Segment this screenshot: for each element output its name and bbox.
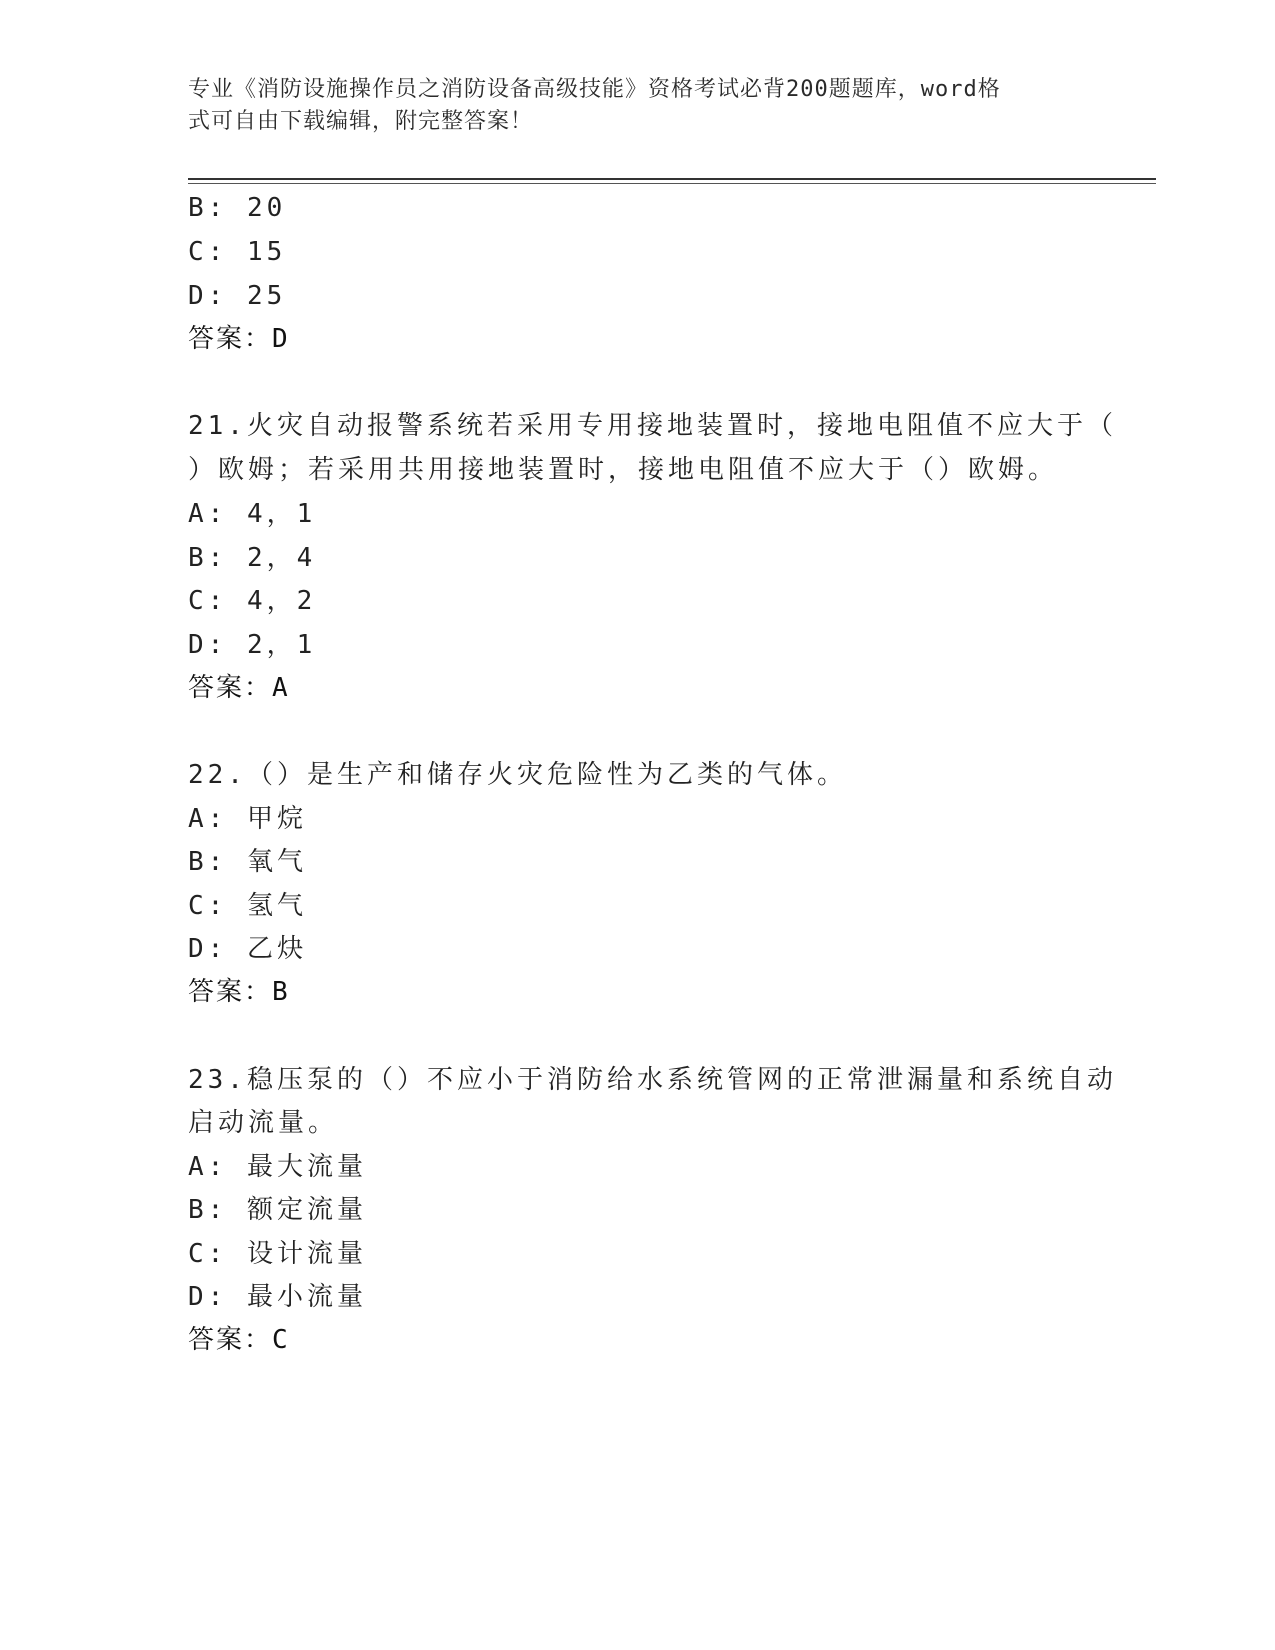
q21-answer: 答案：A [188, 673, 290, 703]
header-divider-thin [188, 183, 1156, 184]
document-header [188, 74, 1068, 138]
q23-stem-line-1: 23.稳压泵的（）不应小于消防给水系统管网的正常泄漏量和系统自动 [188, 1065, 1117, 1095]
q22-option-a: A: 甲烷 [188, 804, 307, 834]
q20-option-d: D: 25 [188, 281, 287, 311]
q21-option-d: D: 2，1 [188, 630, 317, 660]
q20-answer: 答案：D [188, 324, 290, 354]
q23-answer: 答案：C [188, 1325, 290, 1355]
q23-stem-line-2: 启动流量。 [188, 1108, 339, 1138]
q21-option-a: A: 4，1 [188, 499, 317, 529]
q23-option-a: A: 最大流量 [188, 1152, 367, 1182]
q22-option-b: B: 氧气 [188, 847, 307, 877]
q21-option-c: C: 4，2 [188, 586, 317, 616]
header-divider-thick [188, 178, 1156, 180]
q23-option-b: B: 额定流量 [188, 1195, 367, 1225]
q23-option-d: D: 最小流量 [188, 1282, 367, 1312]
q21-option-b: B: 2，4 [188, 543, 317, 573]
header-line-1: 专业《消防设施操作员之消防设备高级技能》资格考试必背200题题库，word格 [188, 77, 1001, 102]
q23-option-c: C: 设计流量 [188, 1239, 367, 1269]
q22-option-d: D: 乙炔 [188, 934, 307, 964]
q21-stem-line-1: 21.火灾自动报警系统若采用专用接地装置时，接地电阻值不应大于（ [188, 411, 1117, 441]
q22-stem-line-1: 22.（）是生产和储存火灾危险性为乙类的气体。 [188, 760, 847, 790]
q22-option-c: C: 氢气 [188, 891, 307, 921]
q20-option-b: B: 20 [188, 193, 287, 223]
q20-option-c: C: 15 [188, 237, 287, 267]
header-line-2: 式可自由下载编辑，附完整答案！ [188, 109, 534, 134]
q22-answer: 答案：B [188, 977, 290, 1007]
q21-stem-line-2: ）欧姆；若采用共用接地装置时，接地电阻值不应大于（）欧姆。 [188, 455, 1059, 485]
